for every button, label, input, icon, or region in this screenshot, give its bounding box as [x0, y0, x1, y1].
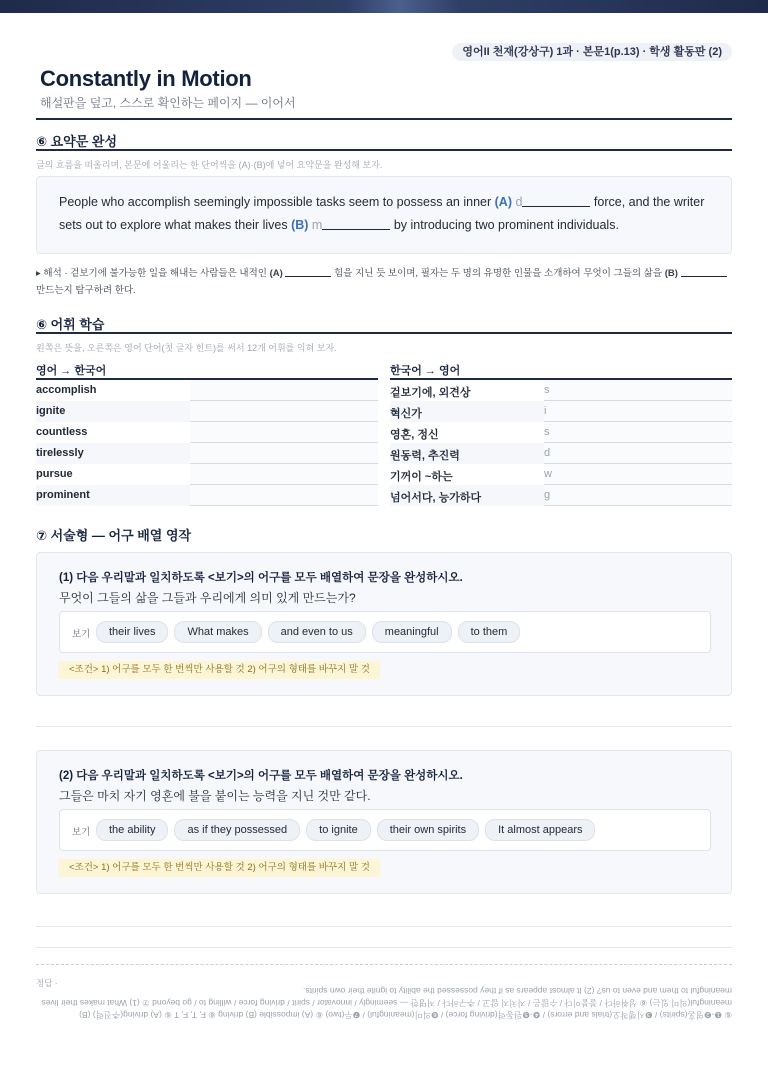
vocab-word: accomplish — [36, 384, 97, 396]
answer-key-label: 정답 · — [36, 978, 58, 988]
top-banner — [0, 0, 768, 13]
blank-a[interactable] — [522, 194, 590, 207]
blank-b[interactable] — [322, 217, 390, 230]
summary-text-1: People who accomplish seemingly impossible tasks seem to possess an inner — [59, 195, 492, 209]
translation-text-2: 힘을 지닌 듯 보이며, 필자는 두 명의 유명한 인물을 소개하여 무엇이 그들의 삶을 — [334, 268, 663, 279]
summary-text-3: by introducing two prominent individuals. — [393, 218, 619, 232]
vocab-row — [390, 464, 732, 485]
vocab-row — [390, 443, 732, 464]
question-1-condition: <조건> 1) 어구를 모두 한 번씩만 사용할 것 2) 어구의 형태를 바꾸지 말 것 — [59, 661, 380, 679]
question-2-box — [36, 750, 732, 894]
vocab-word: prominent — [36, 489, 90, 501]
vocab-meaning: 원동력, 추진력 — [390, 450, 460, 462]
vocab-meaning: 영혼, 정신 — [390, 429, 439, 441]
translation-text-3: 만드는지 탐구하려 한다. — [36, 285, 136, 296]
vocab-meaning: 혁신가 — [390, 408, 422, 420]
vocab-row — [390, 401, 732, 422]
vocab-right-column — [390, 362, 732, 506]
answer-line[interactable] — [36, 726, 732, 727]
vocab-row — [36, 464, 378, 485]
blank-b-marker: (B) — [291, 218, 309, 232]
word-answer-field[interactable] — [544, 464, 732, 485]
question-1-title: (1) 다음 우리말과 일치하도록 <보기>의 어구를 모두 배열하여 문장을 완성하시오. — [59, 572, 463, 584]
word-chip[interactable]: to them — [458, 621, 521, 643]
summary-rule — [36, 149, 732, 151]
question-1-korean: 무엇이 그들의 삶을 그들과 우리에게 의미 있게 만드는가? — [59, 591, 356, 605]
page-subtitle: 해설판을 덮고, 스스로 확인하는 페이지 — 이어서 — [40, 96, 296, 110]
word-chip[interactable]: their lives — [96, 621, 168, 643]
vocab-row — [390, 485, 732, 506]
chip-box-label: 보기 — [72, 629, 91, 640]
vocab-row — [36, 380, 378, 401]
summary-box — [36, 176, 732, 254]
vocab-right-header: 한국어 → 영어 — [390, 362, 732, 380]
vocab-row — [36, 401, 378, 422]
word-chip[interactable]: their own spirits — [377, 819, 479, 841]
meaning-answer-field[interactable] — [190, 380, 378, 401]
vocab-row — [36, 485, 378, 506]
vocab-desc: 왼쪽은 뜻을, 오른쪽은 영어 단어(첫 글자 힌트)를 써서 12개 어휘를 익혀 보자. — [36, 343, 337, 353]
vocab-meaning: 기꺼이 ~하는 — [390, 471, 453, 483]
translation-marker-a: (A) — [269, 268, 283, 279]
first-letter-hint: s — [544, 426, 550, 438]
vocab-word: pursue — [36, 468, 73, 480]
word-chip[interactable]: What makes — [174, 621, 261, 643]
lesson-badge: 영어II 천재(강상구) 1과 · 본문1(p.13) · 학생 활동판 (2) — [452, 43, 732, 61]
vocab-word: ignite — [36, 405, 66, 417]
question-1-chips — [96, 621, 520, 643]
word-chip[interactable]: meaningful — [372, 621, 452, 643]
summary-heading: ⑥ 요약문 완성 — [36, 134, 118, 149]
word-chip[interactable]: as if they possessed — [174, 819, 300, 841]
question-1-chip-box — [59, 611, 711, 653]
word-answer-field[interactable] — [544, 380, 732, 401]
vocab-row — [36, 422, 378, 443]
chip-box-label: 보기 — [72, 827, 91, 838]
word-chip[interactable]: It almost appears — [485, 819, 595, 841]
first-letter-hint: d — [544, 447, 551, 459]
header-rule — [36, 118, 732, 120]
translation-blank-b — [681, 266, 727, 277]
translation-blank-a — [285, 266, 331, 277]
meaning-answer-field[interactable] — [190, 464, 378, 485]
vocab-row — [390, 380, 732, 401]
question-2-chip-box — [59, 809, 711, 851]
vocab-left-column — [36, 362, 378, 506]
meaning-answer-field[interactable] — [190, 422, 378, 443]
question-2-chips — [96, 819, 595, 841]
meaning-answer-field[interactable] — [190, 401, 378, 422]
answer-key-divider — [36, 964, 732, 965]
question-2-title: (2) 다음 우리말과 일치하도록 <보기>의 어구를 모두 배열하여 문장을 완성하시오. — [59, 770, 463, 782]
page-title: Constantly in Motion — [40, 66, 252, 91]
vocab-rule — [36, 332, 732, 334]
blank-a-marker: (A) — [494, 195, 512, 209]
vocab-meaning: 넘어서다, 능가하다 — [390, 492, 482, 504]
vocab-row — [36, 443, 378, 464]
blank-b-hint: m — [311, 218, 323, 232]
answer-line[interactable] — [36, 926, 732, 927]
word-answer-field[interactable] — [544, 401, 732, 422]
first-letter-hint: i — [544, 405, 547, 417]
word-chip[interactable]: the ability — [96, 819, 168, 841]
word-answer-field[interactable] — [544, 443, 732, 464]
vocab-left-header: 영어 → 한국어 — [36, 362, 378, 380]
summary-text-2: force, and the writer sets out to explore what makes their lives — [59, 195, 705, 232]
vocab-meaning: 겉보기에, 외견상 — [390, 387, 471, 399]
meaning-answer-field[interactable] — [190, 443, 378, 464]
writing-heading: ⑦ 서술형 — 어구 배열 영작 — [36, 528, 192, 543]
first-letter-hint: g — [544, 489, 551, 501]
question-2-condition: <조건> 1) 어구를 모두 한 번씩만 사용할 것 2) 어구의 형태를 바꾸지 말 것 — [59, 859, 380, 877]
word-answer-field[interactable] — [544, 422, 732, 443]
answer-key-upside-down: ⑥ ❶-❷영혼(spirits) / ❸시행착오(trials and errors) / ❹-❺원동력(driving force) / ❻의미(meaningful) / ❼두(two) ⑥ (A) impossible (B) driving ⑥ F, T, F, T ⑥ (A) driving(추진력) (B) meaningful(의미 있는) ⑥ 성취하다 / 불붙이다 / 수많은 / 지치지 않고 / 추구하다 / 저명한 — seemingly / innovator / spirit / driving force / willing to / go beyond ⑦ (1) What makes their lives meaningful to them and even to us? (2) It almost appears as if they possessed the ability to ignite their own spirits. — [41, 986, 732, 1020]
vocab-word: countless — [36, 426, 88, 438]
summary-translation — [36, 265, 730, 299]
answer-line[interactable] — [36, 947, 732, 948]
vocab-row — [390, 422, 732, 443]
word-chip[interactable]: and even to us — [268, 621, 366, 643]
summary-desc: 글의 흐름을 떠올리며, 본문에 어울리는 한 단어씩을 (A)·(B)에 넣어 요약문을 완성해 보자. — [36, 160, 383, 170]
blank-a-hint: d — [515, 195, 523, 209]
word-chip[interactable]: to ignite — [306, 819, 371, 841]
translation-text-1: ▸ 해석 · 겉보기에 불가능한 일을 해내는 사람들은 내적인 — [36, 268, 267, 279]
question-1-box — [36, 552, 732, 696]
translation-marker-b: (B) — [664, 268, 678, 279]
word-answer-field[interactable] — [544, 485, 732, 506]
vocab-word: tirelessly — [36, 447, 84, 459]
vocab-heading: ⑥ 어휘 학습 — [36, 317, 105, 332]
summary-text — [59, 191, 709, 237]
meaning-answer-field[interactable] — [190, 485, 378, 506]
first-letter-hint: w — [544, 468, 552, 480]
first-letter-hint: s — [544, 384, 550, 396]
question-2-korean: 그들은 마치 자기 영혼에 불을 붙이는 능력을 지닌 것만 같다. — [59, 789, 371, 803]
